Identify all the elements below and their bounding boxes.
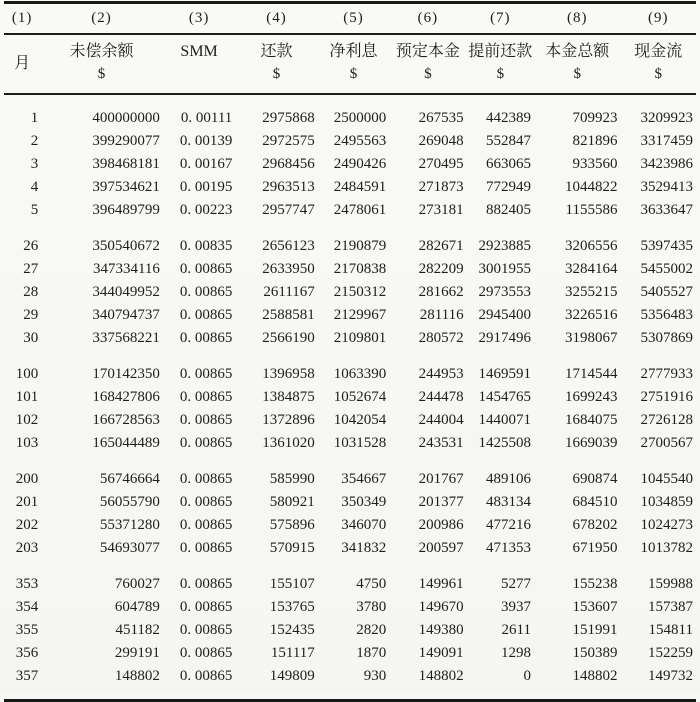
cell-prepayment: 2611	[501, 622, 531, 638]
cell-smm: 0. 00195	[179, 179, 233, 195]
cell-payment: 1384875	[262, 389, 315, 405]
cell-outstanding_balance: 350540672	[92, 238, 160, 254]
cell-month: 103	[15, 435, 39, 451]
cell-scheduled_principal: 282671	[418, 238, 464, 254]
table-row	[4, 409, 696, 432]
cell-cash_flow: 3317459	[640, 133, 693, 149]
cell-cash_flow: 157387	[648, 599, 693, 615]
cell-prepayment: 1298	[501, 645, 531, 661]
table-row	[4, 258, 696, 281]
table-row	[4, 665, 696, 688]
cell-month: 26	[23, 238, 39, 254]
cell-cash_flow: 5397435	[640, 238, 693, 254]
cell-outstanding_balance: 604789	[114, 599, 160, 615]
cell-prepayment: 772949	[486, 179, 531, 195]
cell-prepayment: 2945400	[478, 307, 531, 323]
cell-month: 30	[23, 330, 39, 346]
cell-payment: 2633950	[262, 261, 315, 277]
column-unit: $	[349, 66, 358, 82]
cell-month: 203	[15, 540, 39, 556]
cell-smm: 0. 00865	[179, 435, 233, 451]
cell-payment: 151117	[270, 645, 315, 661]
column-number-total_principal: (8)	[534, 3, 621, 35]
column-number-payment: (4)	[235, 3, 317, 35]
cell-month: 356	[15, 645, 39, 661]
cell-net_interest: 2150312	[333, 284, 387, 300]
cell-prepayment: 2923885	[478, 238, 531, 254]
table-row	[4, 596, 696, 619]
cell-prepayment: 3001955	[478, 261, 531, 277]
cell-outstanding_balance: 344049952	[92, 284, 160, 300]
cell-cash_flow: 154811	[648, 622, 693, 638]
cell-scheduled_principal: 201767	[418, 471, 464, 487]
cell-month: 101	[15, 389, 39, 405]
cell-payment: 152435	[269, 622, 315, 638]
cell-total_principal: 690874	[572, 471, 618, 487]
cell-net_interest: 2478061	[333, 202, 387, 218]
cell-total_principal: 3198067	[565, 330, 618, 346]
cell-smm: 0. 00865	[179, 261, 233, 277]
cell-payment: 2963513	[262, 179, 315, 195]
cell-cash_flow: 3633647	[640, 202, 693, 218]
table-row	[4, 514, 696, 537]
cell-net_interest: 1042054	[333, 412, 387, 428]
cell-outstanding_balance: 398468181	[92, 156, 160, 172]
cell-payment: 153765	[269, 599, 315, 615]
cell-month: 2	[30, 133, 39, 149]
cell-cash_flow: 2751916	[640, 389, 693, 405]
cell-month: 3	[30, 156, 39, 172]
cell-smm: 0. 00865	[179, 494, 233, 510]
cell-net_interest: 1870	[356, 645, 387, 661]
cell-outstanding_balance: 55371280	[99, 517, 160, 533]
cell-scheduled_principal: 201377	[418, 494, 464, 510]
column-unit: $	[496, 66, 505, 82]
cell-net_interest: 2109801	[333, 330, 387, 346]
cell-outstanding_balance: 168427806	[92, 389, 160, 405]
cell-net_interest: 4750	[356, 576, 387, 592]
cell-prepayment: 1469591	[478, 366, 531, 382]
table-row	[4, 619, 696, 642]
column-label: 月	[14, 55, 31, 72]
cell-month: 354	[15, 599, 39, 615]
cell-scheduled_principal: 149670	[418, 599, 464, 615]
cell-total_principal: 151991	[572, 622, 618, 638]
group-spacer	[4, 222, 696, 235]
column-label: 预定本金	[395, 43, 460, 60]
cell-net_interest: 2490426	[333, 156, 387, 172]
group-spacer	[4, 455, 696, 468]
cell-scheduled_principal: 269048	[418, 133, 464, 149]
cell-payment: 2611167	[263, 284, 315, 300]
cell-smm: 0. 00865	[179, 389, 233, 405]
cell-cash_flow: 1045540	[640, 471, 693, 487]
cell-scheduled_principal: 200986	[418, 517, 464, 533]
cell-scheduled_principal: 267535	[418, 110, 464, 126]
column-unit: $	[573, 66, 581, 82]
cell-scheduled_principal: 244004	[418, 412, 464, 428]
cell-smm: 0. 00865	[179, 576, 233, 592]
cell-outstanding_balance: 148802	[114, 668, 160, 684]
column-header-row	[4, 34, 696, 94]
cell-total_principal: 1684075	[565, 412, 618, 428]
column-label: 本金总额	[545, 43, 610, 60]
cell-month: 200	[15, 471, 39, 487]
table-row	[4, 235, 696, 258]
cell-prepayment: 471353	[486, 540, 531, 556]
cell-payment: 585990	[269, 471, 315, 487]
group-spacer	[4, 94, 696, 107]
cell-prepayment: 477216	[486, 517, 531, 533]
cell-payment: 2972575	[262, 133, 315, 149]
cell-prepayment: 1425508	[478, 435, 531, 451]
cell-scheduled_principal: 282209	[418, 261, 464, 277]
cell-outstanding_balance: 165044489	[92, 435, 160, 451]
cell-outstanding_balance: 337568221	[92, 330, 160, 346]
column-header-outstanding_balance	[40, 34, 163, 94]
cell-month: 202	[15, 517, 39, 533]
cell-payment: 2656123	[262, 238, 315, 254]
cell-total_principal: 671950	[572, 540, 618, 556]
cell-total_principal: 1044822	[565, 179, 618, 195]
column-header-net_interest	[318, 34, 389, 94]
cell-month: 355	[15, 622, 39, 638]
column-number-scheduled_principal: (6)	[389, 3, 466, 35]
cell-payment: 1361020	[262, 435, 315, 451]
group-spacer	[4, 688, 696, 701]
cell-smm: 0. 00865	[179, 307, 233, 323]
cell-outstanding_balance: 166728563	[92, 412, 160, 428]
cell-smm: 0. 00167	[179, 156, 233, 172]
cell-prepayment: 663065	[486, 156, 531, 172]
column-label: 还款	[260, 43, 293, 60]
cell-prepayment: 3937	[501, 599, 531, 615]
cell-cash_flow: 2700567	[640, 435, 693, 451]
cell-payment: 2975868	[262, 110, 315, 126]
cell-month: 100	[15, 366, 39, 382]
cell-cash_flow: 2777933	[640, 366, 693, 382]
cell-net_interest: 1052674	[333, 389, 387, 405]
cell-smm: 0. 00865	[179, 540, 233, 556]
cell-cash_flow: 5405527	[640, 284, 693, 300]
cell-cash_flow: 1034859	[640, 494, 693, 510]
table-row	[4, 327, 696, 350]
column-header-cash_flow	[621, 34, 697, 94]
cell-scheduled_principal: 149380	[418, 622, 464, 638]
cell-total_principal: 3226516	[565, 307, 618, 323]
cell-total_principal: 709923	[572, 110, 618, 126]
cell-payment: 1372896	[262, 412, 315, 428]
cell-smm: 0. 00865	[179, 622, 233, 638]
cell-month: 1	[30, 110, 39, 126]
cell-smm: 0. 00865	[179, 668, 233, 684]
cell-outstanding_balance: 54693077	[99, 540, 160, 556]
cell-prepayment: 1440071	[478, 412, 531, 428]
cell-net_interest: 1063390	[333, 366, 387, 382]
cell-total_principal: 155238	[572, 576, 618, 592]
cell-total_principal: 933560	[572, 156, 618, 172]
cell-net_interest: 2484591	[333, 179, 387, 195]
cell-smm: 0. 00111	[180, 110, 233, 126]
group-spacer	[4, 560, 696, 573]
column-number-outstanding_balance: (2)	[40, 3, 163, 35]
cell-net_interest: 354667	[341, 471, 387, 487]
cell-month: 4	[30, 179, 39, 195]
cell-scheduled_principal: 149091	[418, 645, 464, 661]
table-row	[4, 537, 696, 560]
cell-cash_flow: 1024273	[640, 517, 693, 533]
column-number-row	[4, 3, 696, 35]
cell-cash_flow: 3423986	[640, 156, 693, 172]
table-header	[4, 3, 696, 95]
cell-net_interest: 341832	[341, 540, 387, 556]
cell-total_principal: 821896	[572, 133, 618, 149]
cell-total_principal: 3206556	[565, 238, 618, 254]
cell-prepayment: 2973553	[478, 284, 531, 300]
cell-payment: 575896	[269, 517, 315, 533]
cell-payment: 1396958	[262, 366, 315, 382]
cell-total_principal: 678202	[572, 517, 618, 533]
table-row	[4, 176, 696, 199]
cell-total_principal: 1714544	[565, 366, 618, 382]
cell-month: 357	[15, 668, 39, 684]
table-row	[4, 642, 696, 665]
cell-prepayment: 489106	[486, 471, 531, 487]
cell-outstanding_balance: 397534621	[92, 179, 160, 195]
cell-net_interest: 2820	[356, 622, 387, 638]
cell-prepayment: 5277	[501, 576, 531, 592]
cell-scheduled_principal: 243531	[418, 435, 464, 451]
table-row	[4, 153, 696, 176]
cell-scheduled_principal: 270495	[418, 156, 464, 172]
cell-outstanding_balance: 760027	[114, 576, 160, 592]
column-number-month: (1)	[4, 3, 40, 35]
cell-cash_flow: 3529413	[640, 179, 693, 195]
cell-smm: 0. 00865	[179, 412, 233, 428]
cell-total_principal: 1699243	[565, 389, 618, 405]
cell-outstanding_balance: 340794737	[92, 307, 160, 323]
column-header-total_principal	[534, 34, 621, 94]
group-spacer	[4, 350, 696, 363]
cell-scheduled_principal: 273181	[418, 202, 464, 218]
cell-total_principal: 148802	[572, 668, 618, 684]
cell-net_interest: 2129967	[333, 307, 387, 323]
cell-payment: 2588581	[262, 307, 315, 323]
cell-scheduled_principal: 200597	[418, 540, 464, 556]
cell-net_interest: 2170838	[333, 261, 387, 277]
cell-cash_flow: 5455002	[640, 261, 693, 277]
table-row	[4, 491, 696, 514]
cell-payment: 2968456	[262, 156, 315, 172]
column-number-prepayment: (7)	[467, 3, 534, 35]
cell-cash_flow: 159988	[648, 576, 693, 592]
cell-cash_flow: 1013782	[640, 540, 693, 556]
cell-smm: 0. 00835	[179, 238, 233, 254]
cell-month: 201	[15, 494, 39, 510]
cell-scheduled_principal: 244478	[418, 389, 464, 405]
cell-total_principal: 1155586	[565, 202, 618, 218]
column-header-smm	[163, 34, 235, 94]
column-unit: $	[272, 66, 281, 82]
cell-outstanding_balance: 399290077	[92, 133, 160, 149]
table-row	[4, 199, 696, 222]
cell-net_interest: 2190879	[333, 238, 387, 254]
cell-prepayment: 882405	[486, 202, 531, 218]
cell-total_principal: 684510	[572, 494, 618, 510]
cell-scheduled_principal: 281116	[419, 307, 464, 323]
cell-month: 29	[23, 307, 39, 323]
cell-prepayment: 1454765	[478, 389, 531, 405]
table-row	[4, 573, 696, 596]
column-label: 未偿余额	[69, 43, 134, 60]
cell-total_principal: 150389	[572, 645, 618, 661]
cell-total_principal: 3284164	[565, 261, 618, 277]
cell-smm: 0. 00865	[179, 330, 233, 346]
cell-scheduled_principal: 271873	[418, 179, 464, 195]
table-row	[4, 304, 696, 327]
column-unit: $	[97, 66, 106, 82]
cell-prepayment: 442389	[486, 110, 531, 126]
table-row	[4, 468, 696, 491]
cell-outstanding_balance: 56055790	[99, 494, 160, 510]
cell-cash_flow: 152259	[648, 645, 693, 661]
cell-smm: 0. 00865	[179, 645, 233, 661]
cell-net_interest: 350349	[341, 494, 387, 510]
column-unit: $	[654, 66, 662, 82]
cell-scheduled_principal: 244953	[418, 366, 464, 382]
cell-smm: 0. 00865	[179, 284, 233, 300]
column-header-payment	[235, 34, 317, 94]
cell-net_interest: 930	[363, 668, 387, 684]
cell-month: 27	[23, 261, 39, 277]
cell-outstanding_balance: 400000000	[92, 110, 160, 126]
column-header-month	[4, 34, 40, 94]
cell-net_interest: 2500000	[333, 110, 387, 126]
table-body	[4, 94, 696, 701]
cell-prepayment: 0	[523, 668, 531, 684]
table-row	[4, 363, 696, 386]
cell-cash_flow: 5356483	[640, 307, 693, 323]
column-label: 提前还款	[468, 43, 533, 60]
cell-month: 28	[23, 284, 39, 300]
table-row	[4, 130, 696, 153]
cell-payment: 570915	[269, 540, 315, 556]
column-number-cash_flow: (9)	[621, 3, 697, 35]
cell-month: 5	[30, 202, 39, 218]
column-label: 现金流	[634, 43, 683, 60]
cell-cash_flow: 3209923	[640, 110, 693, 126]
cell-total_principal: 153607	[572, 599, 618, 615]
cell-payment: 2566190	[262, 330, 315, 346]
cell-month: 353	[15, 576, 39, 592]
cell-outstanding_balance: 170142350	[92, 366, 160, 382]
cell-scheduled_principal: 148802	[418, 668, 464, 684]
cell-smm: 0. 00865	[179, 517, 233, 533]
cell-total_principal: 3255215	[565, 284, 618, 300]
column-header-scheduled_principal	[389, 34, 466, 94]
cell-payment: 2957747	[262, 202, 315, 218]
amortization-table	[4, 1, 696, 702]
cell-outstanding_balance: 451182	[115, 622, 160, 638]
cell-smm: 0. 00865	[179, 599, 233, 615]
column-number-net_interest: (5)	[318, 3, 389, 35]
cell-scheduled_principal: 281662	[418, 284, 464, 300]
cell-smm: 0. 00865	[179, 366, 233, 382]
cell-net_interest: 346070	[341, 517, 387, 533]
cell-scheduled_principal: 280572	[418, 330, 464, 346]
table-row	[4, 386, 696, 409]
cell-payment: 155107	[269, 576, 315, 592]
column-label: 净利息	[329, 43, 378, 60]
cell-smm: 0. 00223	[179, 202, 233, 218]
cell-outstanding_balance: 299191	[114, 645, 160, 661]
cell-prepayment: 483134	[486, 494, 531, 510]
column-number-smm: (3)	[163, 3, 235, 35]
cell-outstanding_balance: 56746664	[99, 471, 160, 487]
cell-cash_flow: 2726128	[640, 412, 693, 428]
cell-payment: 580921	[269, 494, 315, 510]
cell-smm: 0. 00865	[179, 471, 233, 487]
cell-cash_flow: 149732	[648, 668, 693, 684]
cell-smm: 0. 00139	[179, 133, 233, 149]
cell-net_interest: 2495563	[333, 133, 387, 149]
cell-cash_flow: 5307869	[640, 330, 693, 346]
table-row	[4, 281, 696, 304]
column-label: SMM	[180, 43, 218, 60]
cell-prepayment: 2917496	[478, 330, 531, 346]
column-unit: $	[424, 66, 432, 82]
cell-net_interest: 1031528	[333, 435, 387, 451]
cell-outstanding_balance: 347334116	[92, 261, 160, 277]
column-header-prepayment	[467, 34, 534, 94]
cell-scheduled_principal: 149961	[418, 576, 464, 592]
cell-total_principal: 1669039	[565, 435, 618, 451]
table-row	[4, 107, 696, 130]
cell-prepayment: 552847	[486, 133, 531, 149]
cell-payment: 149809	[269, 668, 315, 684]
cell-net_interest: 3780	[356, 599, 387, 615]
cell-outstanding_balance: 396489799	[92, 202, 160, 218]
table-row	[4, 432, 696, 455]
cell-month: 102	[15, 412, 39, 428]
